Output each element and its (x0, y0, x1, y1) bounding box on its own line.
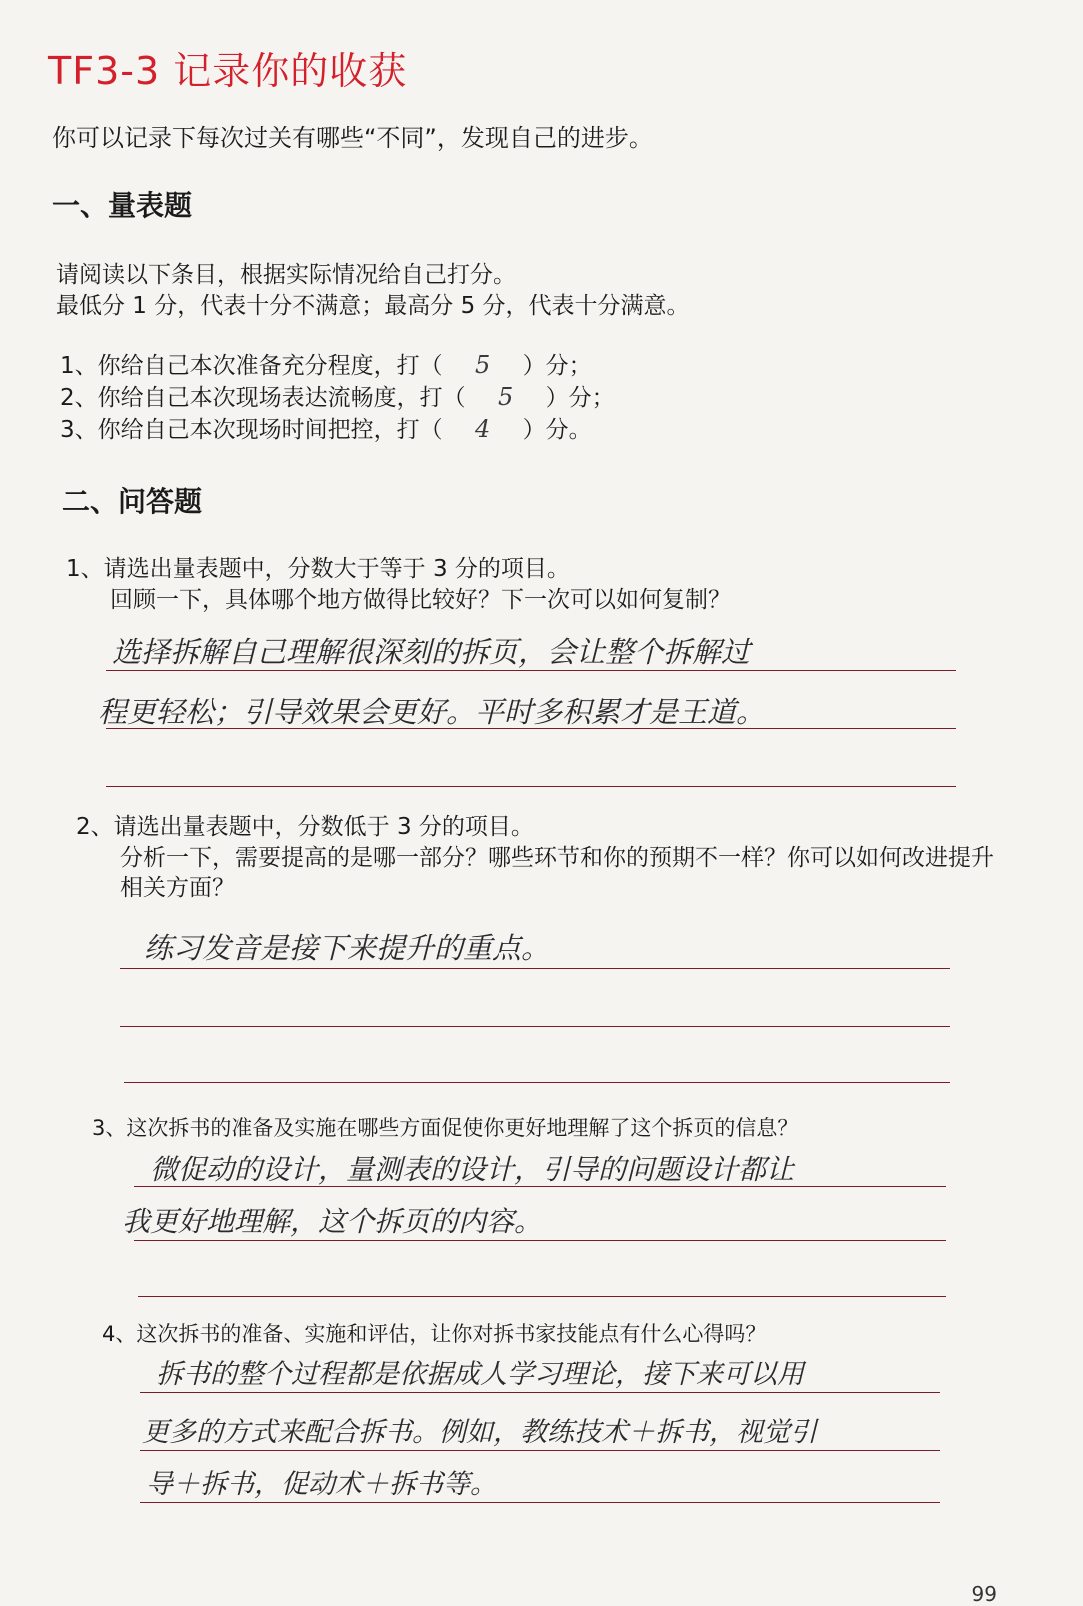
answer-line (106, 786, 956, 787)
answer-line (106, 728, 956, 729)
rating-item-2-suffix: ）分； (545, 385, 615, 411)
answer-1-line1: 选择拆解自己理解很深刻的拆页，会让整个拆解过 (112, 635, 751, 669)
answer-line (120, 968, 950, 969)
answer-1-line2: 程更轻松；引导效果会更好。平时多积累才是王道。 (98, 695, 766, 729)
rating-item-1-prefix: 1、你给自己本次准备充分程度，打（ (60, 353, 443, 379)
intro-text: 你可以记录下每次过关有哪些“不同”，发现自己的进步。 (52, 124, 653, 152)
page-title: TF3-3 记录你的收获 (48, 49, 408, 93)
page-number: 99 (971, 1582, 997, 1606)
answer-line (138, 1296, 946, 1297)
answer-line (120, 1026, 950, 1027)
answer-2-line1: 练习发音是接下来提升的重点。 (144, 931, 551, 965)
section2-heading: 二、问答题 (62, 485, 203, 518)
answer-line (140, 1392, 940, 1393)
question-1-line1: 1、请选出量表题中，分数大于等于 3 分的项目。 (66, 556, 570, 582)
answer-4-line2: 更多的方式来配合拆书。例如，教练技术＋拆书，视觉引 (142, 1417, 817, 1448)
question-2-line3: 相关方面？ (120, 875, 235, 901)
rating-item-1-score: 5 (475, 351, 491, 379)
answer-line (124, 1082, 950, 1083)
rating-item-3 (60, 411, 592, 444)
section1-instruction2: 最低分 1 分，代表十分不满意；最高分 5 分，代表十分满意。 (56, 293, 690, 319)
rating-item-2 (60, 379, 615, 412)
rating-item-3-prefix: 3、你给自己本次现场时间把控，打（ (60, 417, 443, 443)
question-2-line2: 分析一下，需要提高的是哪一部分？哪些环节和你的预期不一样？你可以如何改进提升 (120, 845, 994, 871)
question-4-line1: 4、这次拆书的准备、实施和评估，让你对拆书家技能点有什么心得吗？ (102, 1322, 767, 1346)
answer-line (140, 1502, 940, 1503)
answer-line (140, 1450, 940, 1451)
rating-item-3-suffix: ）分。 (522, 417, 592, 443)
question-1-line2: 回顾一下，具体哪个地方做得比较好？下一次可以如何复制？ (110, 587, 731, 613)
question-2-line1: 2、请选出量表题中，分数低于 3 分的项目。 (76, 814, 534, 840)
answer-line (106, 670, 956, 671)
rating-item-1 (60, 347, 592, 380)
question-3-line1: 3、这次拆书的准备及实施在哪些方面促使你更好地理解了这个拆页的信息？ (92, 1116, 799, 1140)
rating-item-3-score: 4 (475, 415, 491, 443)
answer-3-line2: 我更好地理解，这个拆页的内容。 (122, 1205, 543, 1238)
answer-line (134, 1240, 946, 1241)
answer-line (134, 1186, 946, 1187)
answer-4-line1: 拆书的整个过程都是依据成人学习理论，接下来可以用 (156, 1359, 804, 1390)
rating-item-2-prefix: 2、你给自己本次现场表达流畅度，打（ (60, 385, 466, 411)
section1-instruction1: 请阅读以下条目，根据实际情况给自己打分。 (56, 262, 516, 288)
answer-3-line1: 微促动的设计，量测表的设计，引导的问题设计都让 (150, 1153, 795, 1186)
rating-item-1-suffix: ）分； (522, 353, 592, 379)
answer-4-line3: 导＋拆书，促动术＋拆书等。 (146, 1469, 497, 1500)
rating-item-2-score: 5 (498, 383, 514, 411)
section1-heading: 一、量表题 (52, 189, 193, 222)
